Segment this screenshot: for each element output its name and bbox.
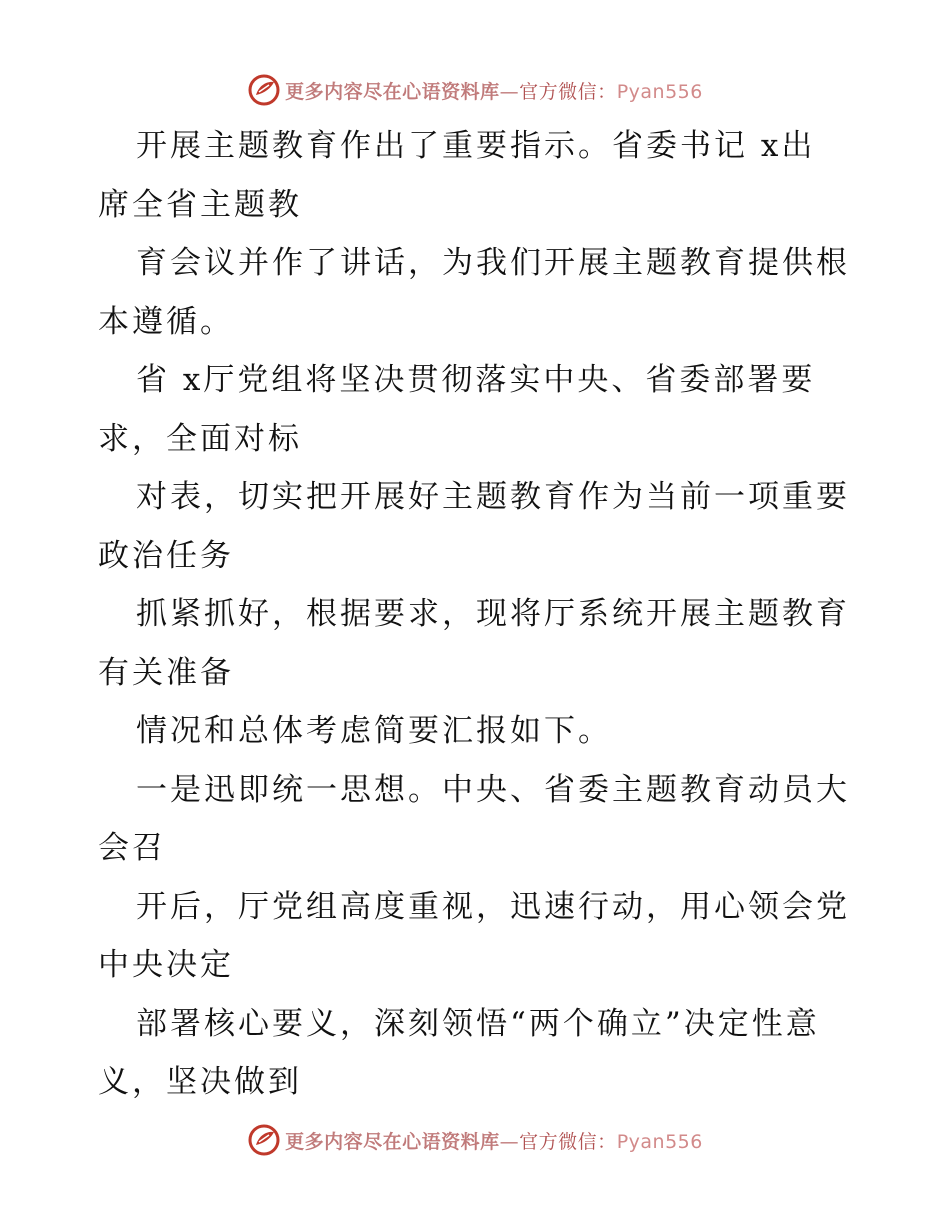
text-line: 开展主题教育作出了重要指示。省委书记 x出 [136, 128, 816, 164]
text-line: 席全省主题教 [98, 186, 302, 223]
red-circle-leaf-logo-icon [247, 73, 281, 107]
text-line: 育会议并作了讲话，为我们开展主题教育提供根 [136, 245, 850, 281]
text-line: 义，坚决做到 [98, 1064, 302, 1100]
text-line: 一是迅即统一思想。中央、省委主题教育动员大 [136, 771, 850, 808]
text-line: 对表，切实把开展好主题教育作为当前一项重要 [136, 479, 850, 515]
text-line: 省 x厅党组将坚决贯彻落实中央、省委部署要 [136, 362, 816, 398]
banner-wechat-label: 官方微信： [519, 1130, 617, 1153]
banner-separator: — [499, 1130, 520, 1153]
header-watermark-banner [0, 70, 950, 110]
red-circle-leaf-logo-icon [247, 1123, 281, 1157]
text-line: 求，全面对标 [98, 420, 302, 457]
text-line: 部署核心要义，深刻领悟“两个确立”决定性意 [136, 1005, 820, 1042]
text-line: 开后，厅党组高度重视，迅速行动，用心领会党 [136, 888, 850, 925]
text-line: 抓紧抓好，根据要求，现将厅系统开展主题教育 [136, 596, 850, 632]
text-line: 情况和总体考虑简要汇报如下。 [136, 713, 612, 749]
banner-text [285, 1127, 703, 1154]
document-body [98, 117, 858, 1112]
banner-separator: — [499, 80, 520, 103]
banner-wechat-label: 官方微信： [519, 80, 617, 103]
banner-wechat-handle: Pyan556 [616, 80, 703, 103]
banner-brand: 更多内容尽在心语资料库 [285, 80, 500, 103]
text-line: 会召 [98, 830, 166, 866]
text-line: 中央决定 [98, 947, 234, 983]
footer-watermark-banner [0, 1120, 950, 1160]
text-line: 有关准备 [98, 654, 234, 691]
banner-wechat-handle: Pyan556 [616, 1130, 703, 1153]
banner-brand: 更多内容尽在心语资料库 [285, 1130, 500, 1153]
banner-text [285, 77, 703, 104]
text-line: 本遵循。 [98, 303, 234, 340]
text-line: 政治任务 [98, 537, 234, 574]
